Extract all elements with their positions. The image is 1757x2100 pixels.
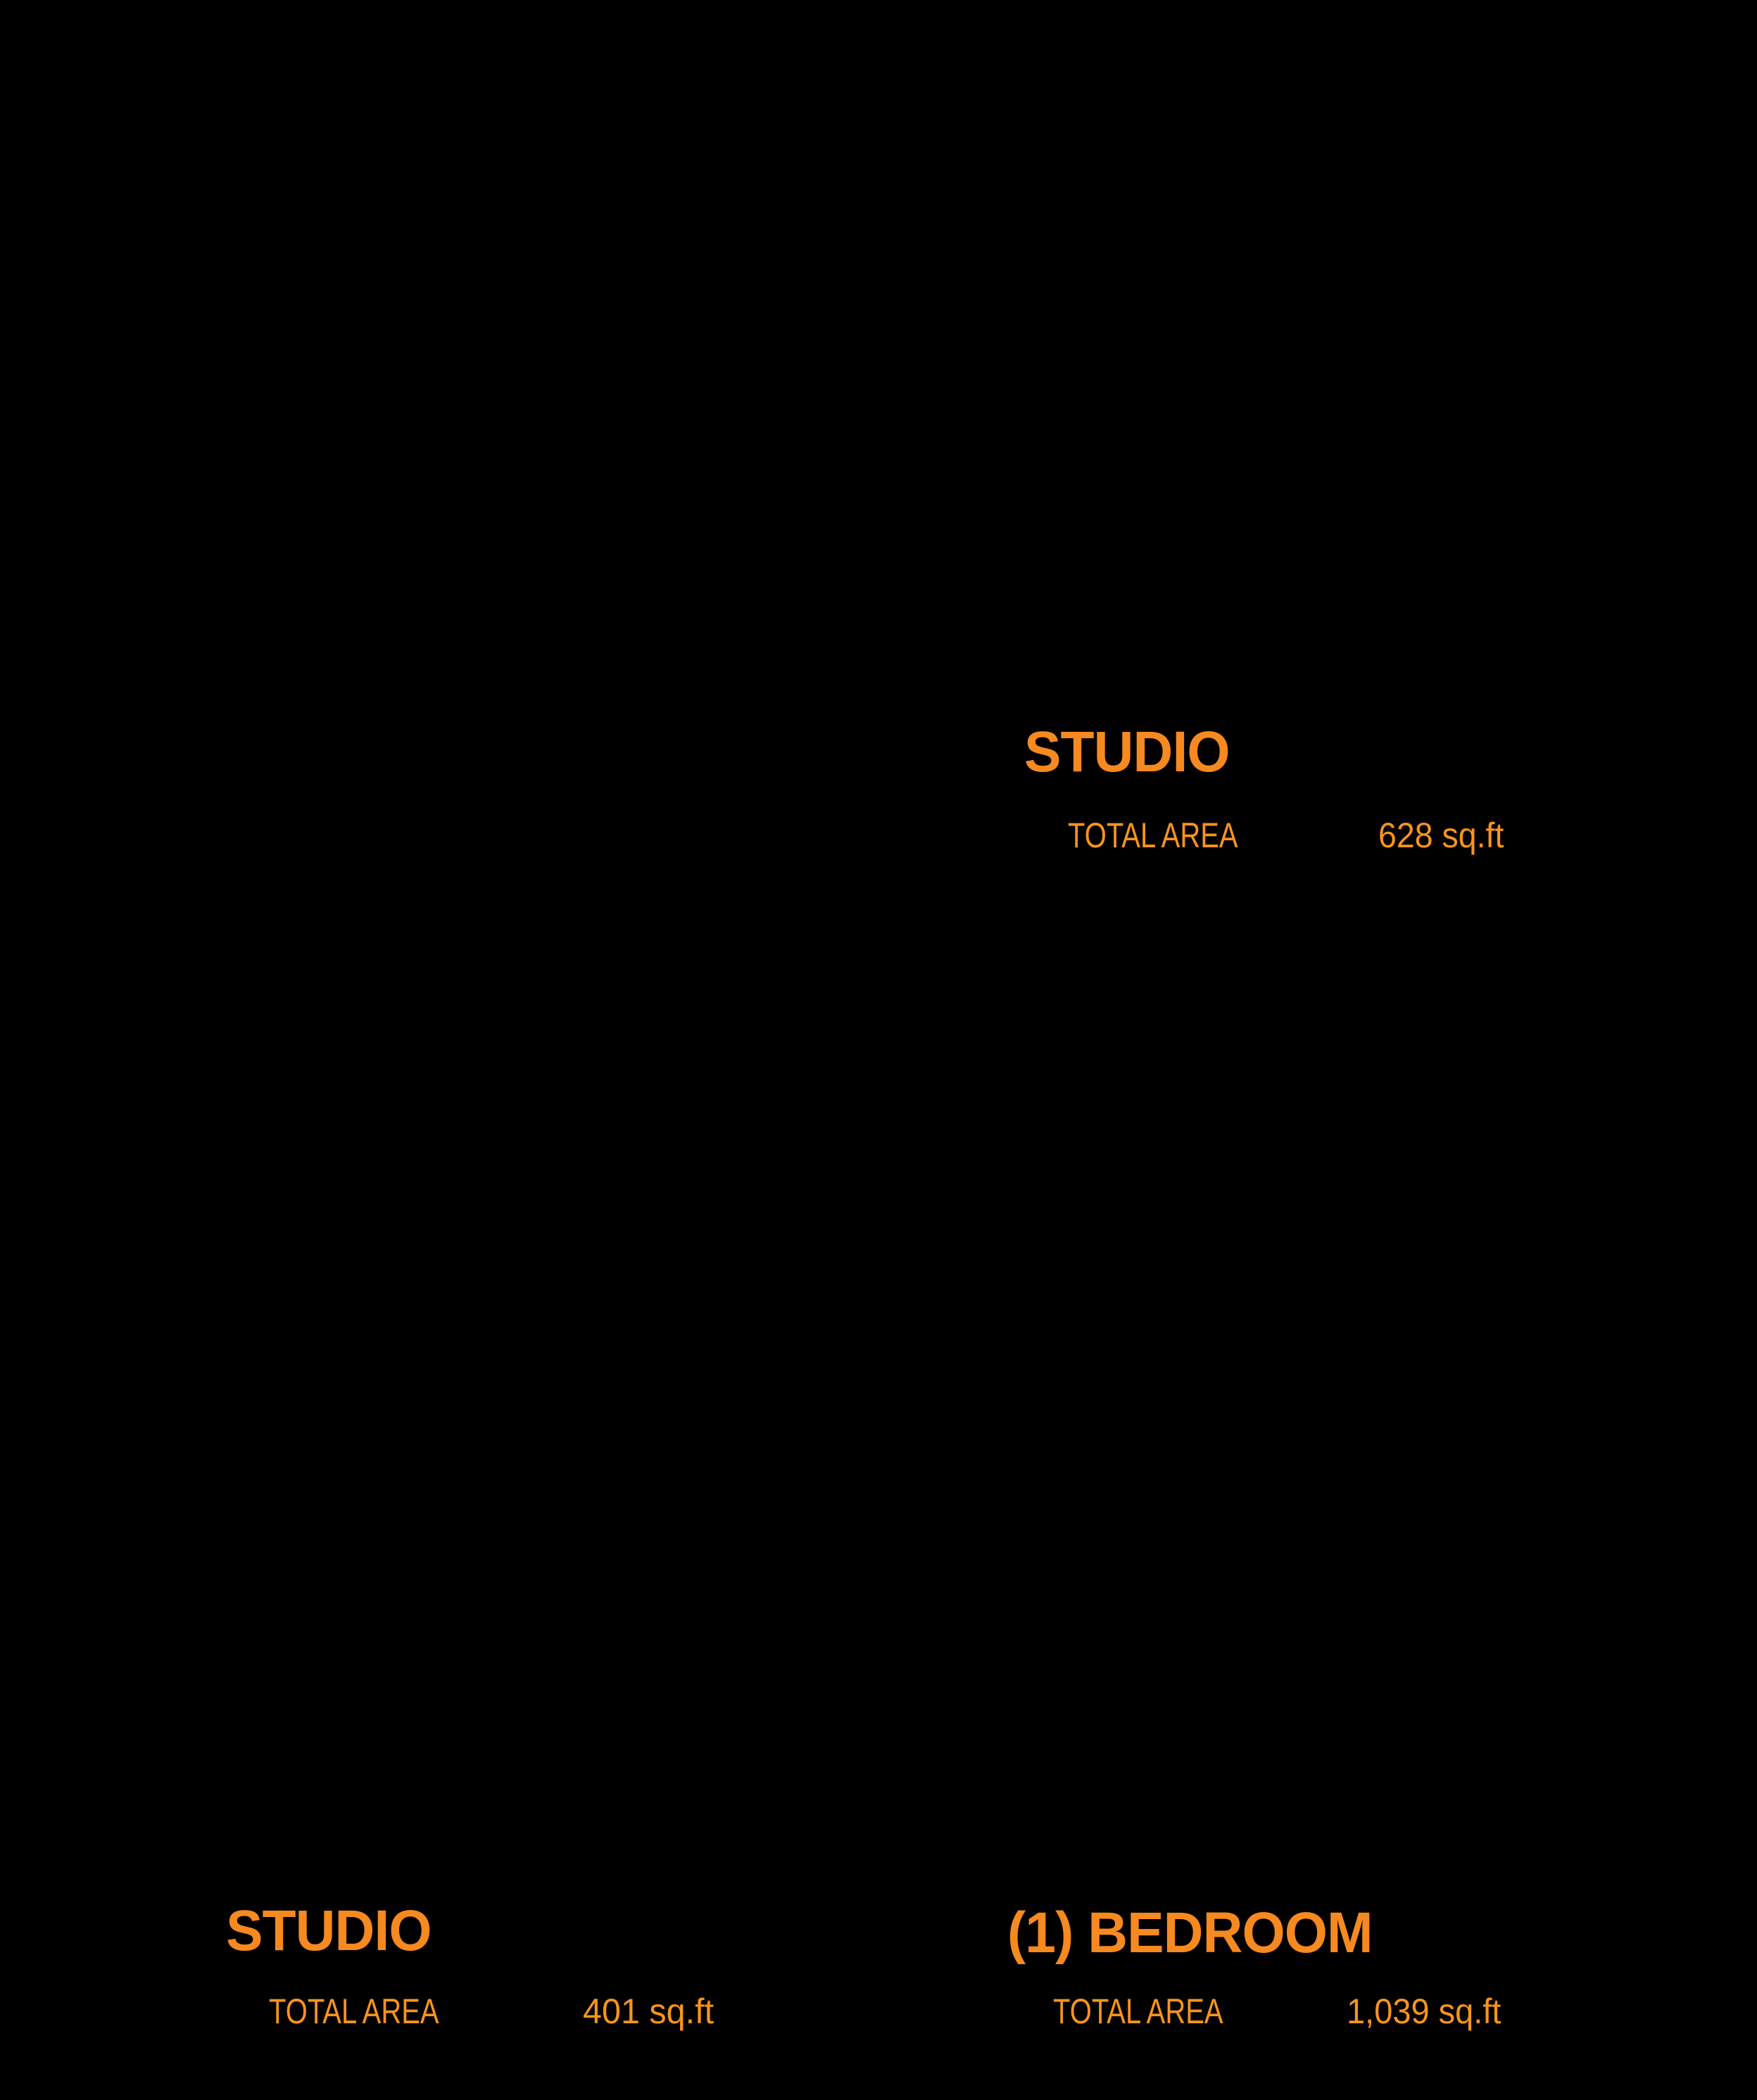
unit-card-1-bedroom — [1007, 1901, 1585, 2052]
unit-name: STUDIO — [226, 1899, 432, 1963]
unit-card-studio-401 — [226, 1899, 775, 2050]
total-area-label: TOTAL AREA — [269, 1992, 439, 2031]
total-area-value: 628 sq.ft — [1378, 816, 1504, 855]
total-area-label: TOTAL AREA — [1053, 1992, 1223, 2031]
unit-card-studio-628 — [1024, 720, 1573, 871]
unit-name: (1) BEDROOM — [1007, 1901, 1373, 1965]
total-area-label: TOTAL AREA — [1068, 816, 1238, 855]
total-area-value: 401 sq.ft — [583, 1992, 714, 2031]
total-area-value: 1,039 sq.ft — [1347, 1992, 1501, 2031]
unit-name: STUDIO — [1024, 720, 1230, 784]
